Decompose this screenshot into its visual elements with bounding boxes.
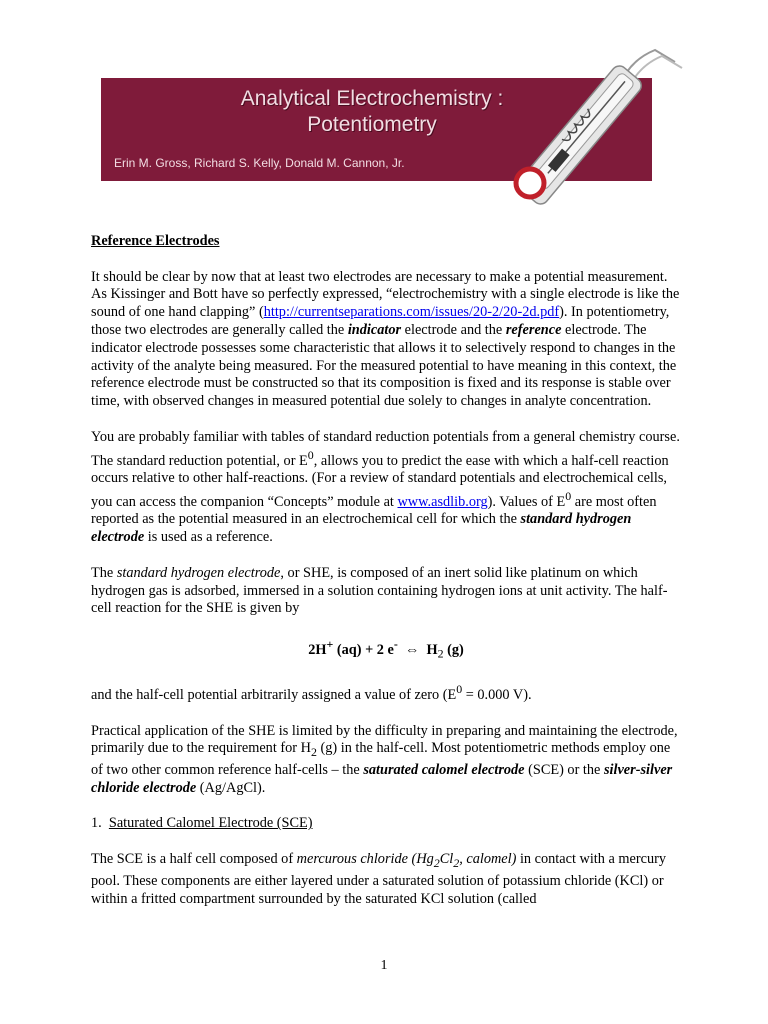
banner-authors: Erin M. Gross, Richard S. Kelly, Donald M. Cannon, Jr. — [114, 156, 405, 170]
banner-title-line1: Analytical Electrochemistry : — [240, 87, 504, 110]
page-number: 1 — [380, 958, 388, 973]
paragraph-5: Practical application of the SHE is limited by the difficulty in preparing and maintaining the electrode, primarily due to the requirement for $H_2$ (g) in the half-cell. Most potentiometric methods employ one of two other common reference half-cells – the saturated calomel electrode (SCE) or the silver-silver chloride electrode (Ag/AgCl). — [91, 722, 678, 796]
paragraph-1: It should be clear by now that at least two electrodes are necessary to make a potential measurement. As Kissinger and Bott have so perfectly expressed, “electrochemistry with a single electrode is like the sound of one hand clapping” (http://currentseparations.com/issues/20-2/20-2d.pdf). In potentiometry, those two electrodes are generally called the indicator electrode and the reference electrode. The indicator electrode possesses some characteristic that allows it to selectively respond to changes in the activity of the analyte being measured. For the measured potential to have meaning in this context, the reference electrode must be constructed so that its composition is fixed and its response is stable over time, with observed changes in measured potential due solely to changes in analyte concentration. — [91, 268, 680, 410]
electrode-illustration — [470, 40, 690, 215]
section-heading: Reference Electrodes — [91, 233, 220, 249]
she-equation: 2H+ (aq) + 2 e- ⇔ $H_2$ (g) — [308, 637, 464, 661]
reference-link[interactable]: http://currentseparations.com/issues/20-2/20-2d.pdf — [263, 304, 560, 321]
paragraph-3: The standard hydrogen electrode, or SHE, is composed of an inert solid like platinum on which hydrogen gas is adsorbed, immersed in a solution containing hydrogen ions at unit activity. The half-cell reaction for the SHE is given by — [91, 564, 668, 617]
paragraph-6: The SCE is a half cell composed of mercurous chloride ($Hg_2Cl_2$, calomel) in contact with a mercury pool. These components are either layered under a saturated solution of potassium chloride (KCl) or within a fritted compartment surrounded by the saturated KCl solution (called — [91, 851, 667, 907]
section-1-heading: 1. Saturated Calomel Electrode (SCE) — [91, 815, 313, 832]
banner-title-line2: Potentiometry — [307, 113, 437, 136]
paragraph-2: You are probably familiar with tables of standard reduction potentials from a general chemistry course. The standard reduction potential, or $E^0$, allows you to predict the ease with which a half-cell reaction occurs relative to other half-reactions. (For a review of standard potentials and electrochemical cells, you can access the companion “Concepts” module at www.asdlib.org). Values of $E^0$ are most often reported as the potential measured in an electrochemical cell for which the standard hydrogen electrode is used as a reference. — [91, 428, 680, 546]
electrode-tip-icon — [516, 169, 544, 197]
asdlib-link[interactable]: www.asdlib.org — [397, 493, 488, 510]
paragraph-4: and the half-cell potential arbitrarily assigned a value of zero ($E^0 = 0.000$ V). — [91, 682, 532, 704]
document-body — [91, 233, 681, 926]
